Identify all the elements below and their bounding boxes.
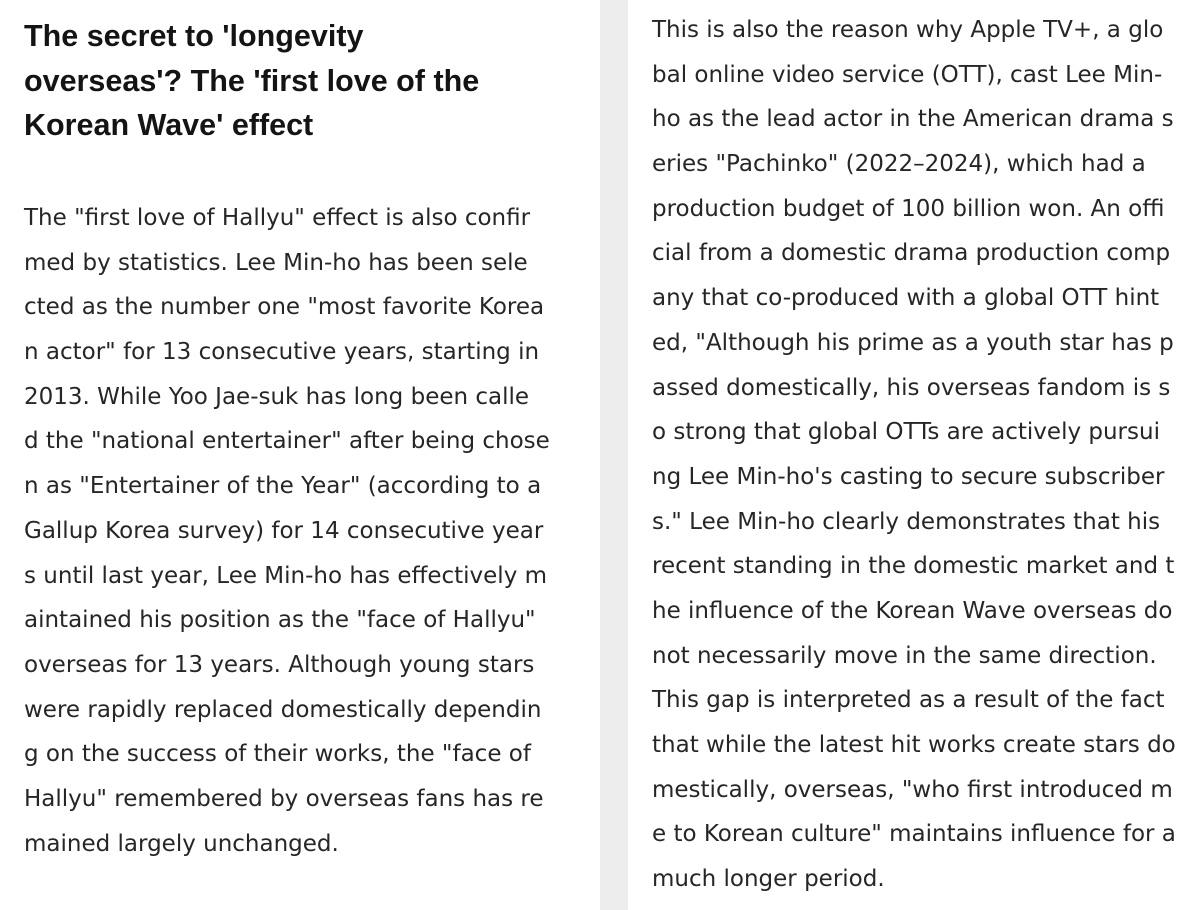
text-line: ng Lee Min-ho's casting to secure subscriber xyxy=(652,463,1165,490)
column-divider xyxy=(600,0,628,910)
right-article-panel xyxy=(628,0,1200,910)
text-line: med by statistics. Lee Min-ho has been sele xyxy=(24,249,528,276)
text-line: e to Korean culture" maintains influence for a xyxy=(652,821,1176,848)
text-line: Gallup Korea survey) for 14 consecutive year xyxy=(24,517,544,544)
left-article-body xyxy=(24,196,550,866)
text-line: 2013. While Yoo Jae-suk has long been calle xyxy=(24,383,530,410)
text-line: n actor" for 13 consecutive years, starting in xyxy=(24,339,540,366)
text-line: not necessarily move in the same direction. xyxy=(652,642,1157,669)
text-line: that while the latest hit works create stars do xyxy=(652,732,1176,758)
title-line: The secret to 'longevity xyxy=(24,19,364,53)
text-line: s until last year, Lee Min-ho has effectively m xyxy=(24,562,548,589)
text-line: d the "national entertainer" after being chose xyxy=(24,428,550,455)
text-line: The "first love of Hallyu" effect is also confir xyxy=(24,205,531,231)
text-line: aintained his position as the "face of Hallyu" xyxy=(24,607,536,634)
text-line: o strong that global OTTs are actively pursui xyxy=(652,419,1160,446)
text-line: ed, "Although his prime as a youth star has p xyxy=(652,329,1174,356)
text-line: This is also the reason why Apple TV+, a glo xyxy=(652,17,1164,43)
text-line: he influence of the Korean Wave overseas do xyxy=(652,597,1173,624)
text-line: much longer period. xyxy=(652,866,885,893)
text-line: mestically, overseas, "who first introduced m xyxy=(652,776,1173,803)
text-line: bal online video service (OTT), cast Lee Min- xyxy=(652,61,1163,88)
text-line: production budget of 100 billion won. An offi xyxy=(652,195,1165,222)
text-line: overseas for 13 years. Although young stars xyxy=(24,651,535,678)
article-title xyxy=(24,12,479,146)
text-line: assed domestically, his overseas fandom is s xyxy=(652,374,1171,401)
text-line: ho as the lead actor in the American drama s xyxy=(652,106,1174,133)
text-line: cted as the number one "most favorite Korea xyxy=(24,294,545,321)
text-line: This gap is interpreted as a result of the fact xyxy=(652,687,1165,714)
text-line: Hallyu" remembered by overseas fans has re xyxy=(24,785,544,812)
title-line: overseas'? The 'first love of the xyxy=(24,63,480,98)
text-line: mained largely unchanged. xyxy=(24,830,339,857)
text-line: recent standing in the domestic market and t xyxy=(652,553,1175,580)
text-line: g on the success of their works, the "face of xyxy=(24,741,531,768)
text-line: s." Lee Min-ho clearly demonstrates that his xyxy=(652,508,1161,535)
right-article-body xyxy=(652,8,1176,902)
text-line: cial from a domestic drama production comp xyxy=(652,240,1171,267)
title-line: Korean Wave' effect xyxy=(24,108,314,143)
text-line: n as "Entertainer of the Year" (according to a xyxy=(24,473,542,500)
text-line: any that co-produced with a global OTT hint xyxy=(652,285,1160,312)
text-line: were rapidly replaced domestically dependin xyxy=(24,696,542,723)
text-line: eries "Pachinko" (2022–2024), which had a xyxy=(652,151,1146,178)
